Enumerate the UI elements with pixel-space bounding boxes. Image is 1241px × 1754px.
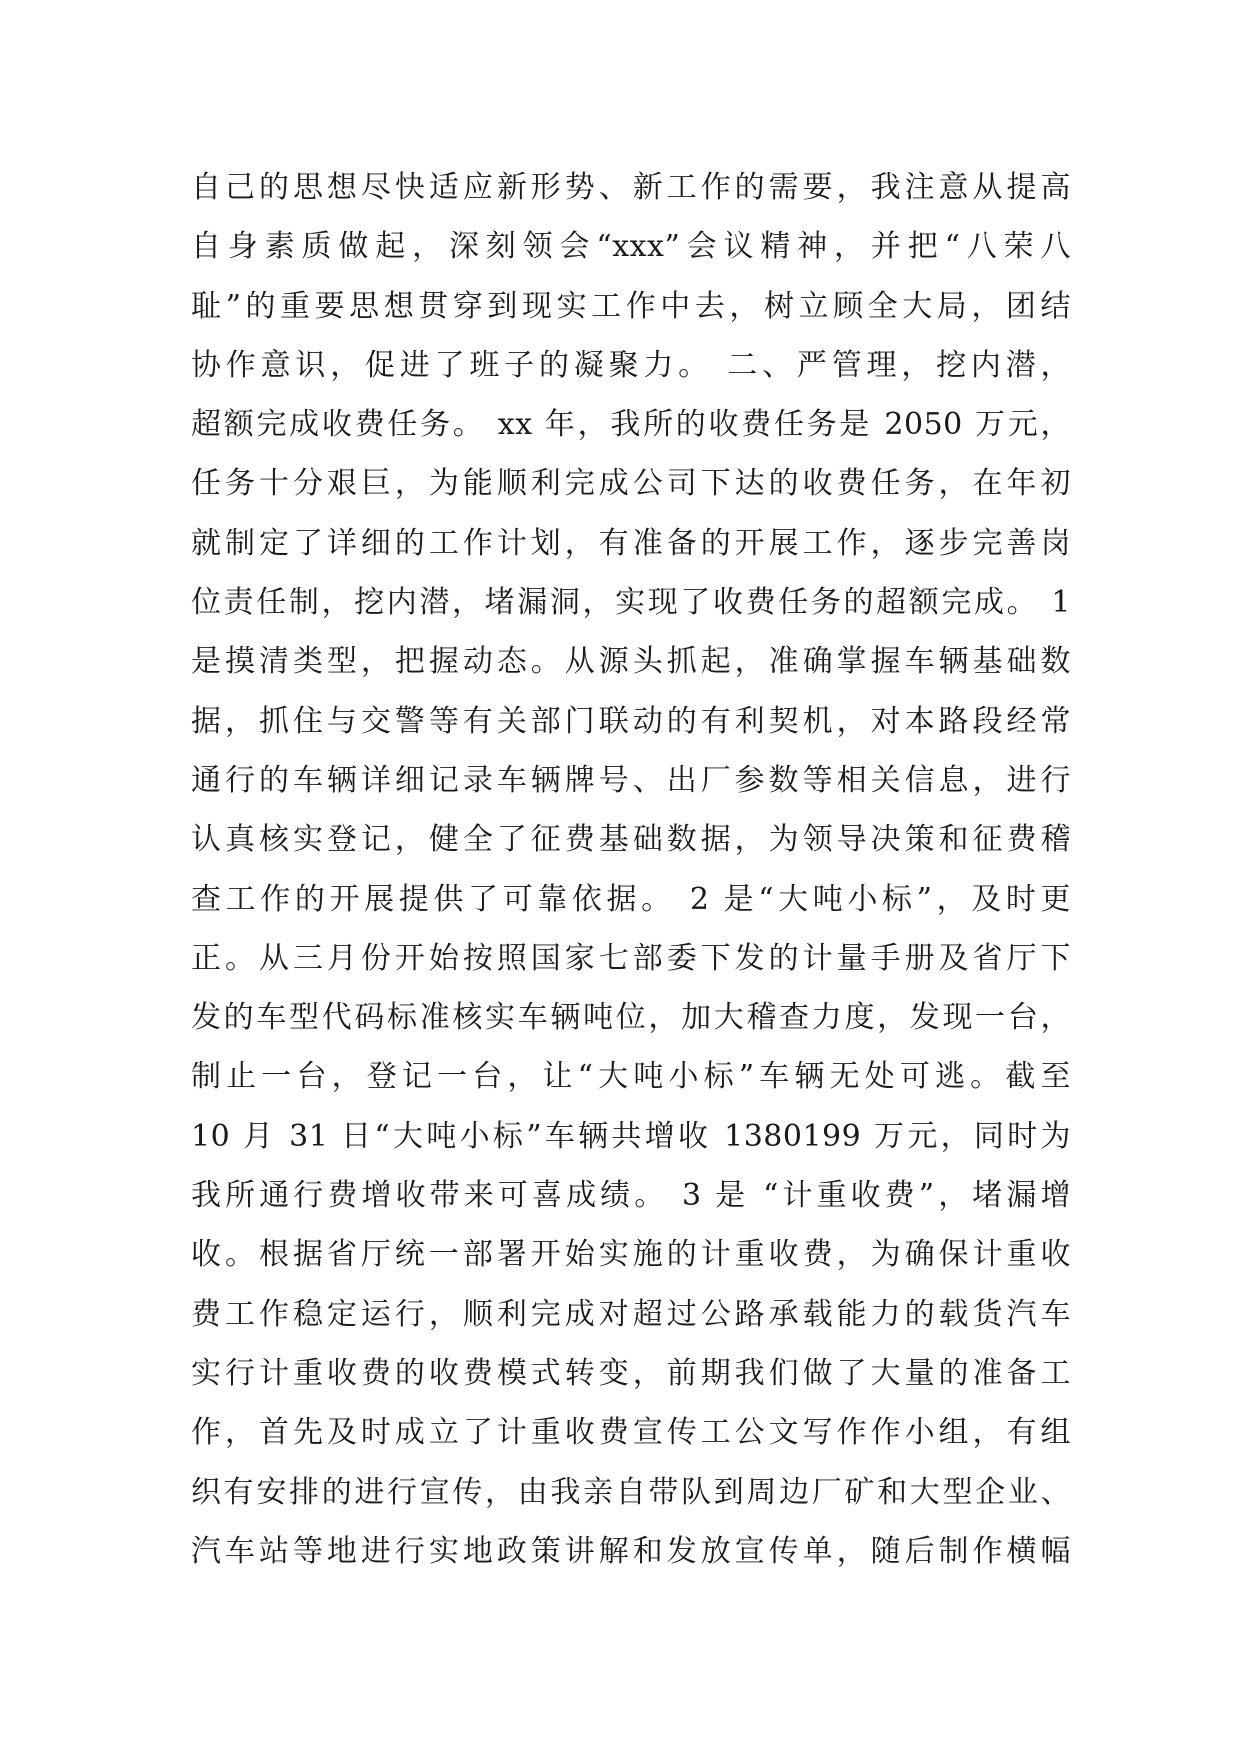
text-line-20: 费工作稳定运行，顺利完成对超过公路承载能力的载货汽车 [191,1296,1071,1332]
text-line-9: 是摸清类型，把握动态。从源头抓起，准确掌握车辆基础数 [191,644,1071,680]
text-line-8: 位责任制，挖内潜，堵漏洞，实现了收费任务的超额完成。 1 [191,585,1071,621]
text-line-17: 10 月 31 日“大吨小标”车辆共增收 1380199 万元，同时为 [191,1118,1071,1154]
text-line-22: 作，首先及时成立了计重收费宣传工公文写作作小组，有组 [191,1415,1071,1451]
text-line-7: 就制定了详细的工作计划，有准备的开展工作，逐步完善岗 [191,525,1071,561]
text-line-14: 正。从三月份开始按照国家七部委下发的计量手册及省厅下 [191,940,1071,976]
text-line-4: 协作意识，促进了班子的凝聚力。 二、严管理，挖内潜， [191,347,1071,383]
text-line-1: 自己的思想尽快适应新形势、新工作的需要，我注意从提高 [191,170,1071,205]
text-line-23: 织有安排的进行宣传，由我亲自带队到周边厂矿和大型企业、 [191,1474,1071,1510]
text-line-6: 任务十分艰巨，为能顺利完成公司下达的收费任务，在年初 [191,466,1071,502]
text-line-15: 发的车型代码标准核实车辆吨位，加大稽查力度，发现一台， [191,1000,1071,1036]
text-line-21: 实行计重收费的收费模式转变，前期我们做了大量的准备工 [191,1355,1071,1391]
text-line-13: 查工作的开展提供了可靠依据。 2 是“大吨小标”，及时更 [191,881,1071,917]
text-line-3: 耻”的重要思想贯穿到现实工作中去，树立顾全大局，团结 [191,288,1071,324]
text-line-11: 通行的车辆详细记录车辆牌号、出厂参数等相关信息，进行 [191,762,1071,798]
body-text [191,158,1071,1581]
text-line-16: 制止一台，登记一台，让“大吨小标”车辆无处可逃。截至 [191,1059,1071,1095]
text-line-10: 据，抓住与交警等有关部门联动的有利契机，对本路段经常 [191,703,1071,739]
text-line-2: 自身素质做起，深刻领会“xxx”会议精神，并把“八荣八 [191,229,1071,265]
text-line-24: 汽车站等地进行实地政策讲解和发放宣传单，随后制作横幅 [191,1533,1071,1569]
text-line-5: 超额完成收费任务。 xx 年，我所的收费任务是 2050 万元， [191,407,1071,443]
text-line-19: 收。根据省厅统一部署开始实施的计重收费，为确保计重收 [191,1237,1071,1273]
text-line-18: 我所通行费增收带来可喜成绩。 3 是 “计重收费”，堵漏增 [191,1178,1071,1214]
text-line-12: 认真核实登记，健全了征费基础数据，为领导决策和征费稽 [191,822,1071,858]
